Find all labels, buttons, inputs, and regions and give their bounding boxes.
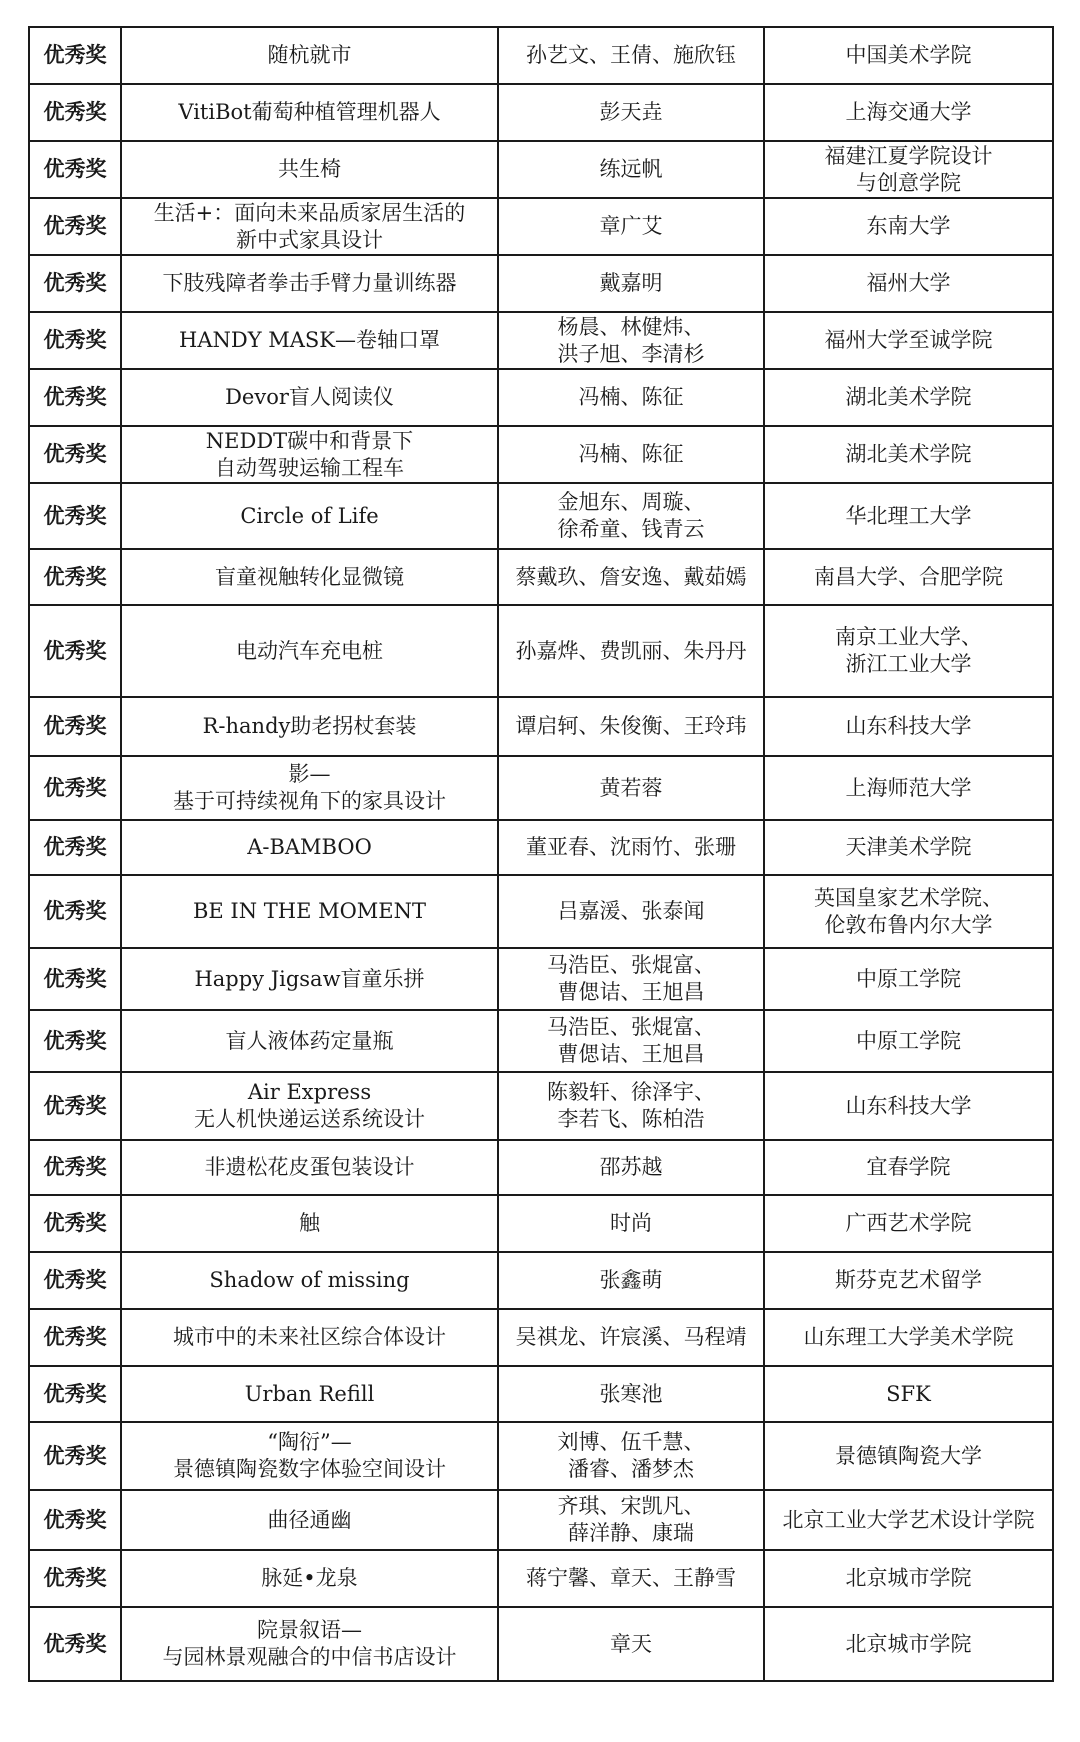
table-row	[29, 1550, 1053, 1607]
authors-cell: 蔡戴玖、詹安逸、戴茹嫣	[498, 549, 764, 605]
authors-cell: 张鑫萌	[498, 1252, 764, 1309]
project-title-cell: 下肢残障者拳击手臂力量训练器	[121, 255, 498, 312]
table-row	[29, 1490, 1053, 1550]
project-title-cell: R-handy助老拐杖套装	[121, 697, 498, 756]
award-cell: 优秀奖	[29, 483, 121, 549]
authors-cell: 冯楠、陈征	[498, 426, 764, 483]
table-row	[29, 948, 1053, 1010]
authors-cell: 董亚春、沈雨竹、张珊	[498, 820, 764, 875]
school-cell: 中国美术学院	[764, 27, 1053, 84]
award-cell: 优秀奖	[29, 1010, 121, 1072]
authors-cell: 孙嘉烨、费凯丽、朱丹丹	[498, 605, 764, 697]
project-title-cell: Devor盲人阅读仪	[121, 369, 498, 426]
table-row	[29, 483, 1053, 549]
authors-cell: 蒋宁馨、章天、王静雪	[498, 1550, 764, 1607]
table-row	[29, 697, 1053, 756]
table-row	[29, 549, 1053, 605]
award-cell: 优秀奖	[29, 1072, 121, 1140]
table-row	[29, 1309, 1053, 1366]
project-title-cell: Shadow of missing	[121, 1252, 498, 1309]
authors-cell: 杨晨、林健炜、 洪子旭、李清杉	[498, 312, 764, 369]
table-row	[29, 605, 1053, 697]
authors-cell: 金旭东、周璇、 徐希童、钱青云	[498, 483, 764, 549]
school-cell: 上海交通大学	[764, 84, 1053, 141]
school-cell: 东南大学	[764, 198, 1053, 255]
project-title-cell: 电动汽车充电桩	[121, 605, 498, 697]
table-row	[29, 875, 1053, 948]
project-title-cell: A-BAMBOO	[121, 820, 498, 875]
school-cell: 中原工学院	[764, 1010, 1053, 1072]
school-cell: 湖北美术学院	[764, 369, 1053, 426]
school-cell: 福建江夏学院设计 与创意学院	[764, 141, 1053, 198]
award-cell: 优秀奖	[29, 1366, 121, 1422]
table-row	[29, 426, 1053, 483]
project-title-cell: BE IN THE MOMENT	[121, 875, 498, 948]
award-cell: 优秀奖	[29, 948, 121, 1010]
award-cell: 优秀奖	[29, 697, 121, 756]
authors-cell: 马浩臣、张焜富、 曹偲诘、王旭昌	[498, 1010, 764, 1072]
project-title-cell: Urban Refill	[121, 1366, 498, 1422]
authors-cell: 冯楠、陈征	[498, 369, 764, 426]
award-cell: 优秀奖	[29, 27, 121, 84]
project-title-cell: NEDDT碳中和背景下 自动驾驶运输工程车	[121, 426, 498, 483]
school-cell: 斯芬克艺术留学	[764, 1252, 1053, 1309]
authors-cell: 黄若蓉	[498, 756, 764, 820]
award-cell: 优秀奖	[29, 369, 121, 426]
school-cell: 英国皇家艺术学院、 伦敦布鲁内尔大学	[764, 875, 1053, 948]
project-title-cell: Happy Jigsaw盲童乐拼	[121, 948, 498, 1010]
school-cell: 北京城市学院	[764, 1607, 1053, 1681]
award-cell: 优秀奖	[29, 1140, 121, 1195]
table-row	[29, 369, 1053, 426]
table-row	[29, 141, 1053, 198]
table-row	[29, 255, 1053, 312]
school-cell: 南昌大学、合肥学院	[764, 549, 1053, 605]
project-title-cell: “陶衍”— 景德镇陶瓷数字体验空间设计	[121, 1422, 498, 1490]
authors-cell: 谭启轲、朱俊衡、王玲玮	[498, 697, 764, 756]
award-cell: 优秀奖	[29, 426, 121, 483]
school-cell: 南京工业大学、 浙江工业大学	[764, 605, 1053, 697]
authors-cell: 张寒池	[498, 1366, 764, 1422]
school-cell: 北京工业大学艺术设计学院	[764, 1490, 1053, 1550]
project-title-cell: 盲人液体药定量瓶	[121, 1010, 498, 1072]
school-cell: 中原工学院	[764, 948, 1053, 1010]
table-row	[29, 84, 1053, 141]
project-title-cell: Circle of Life	[121, 483, 498, 549]
table-row	[29, 1252, 1053, 1309]
award-cell: 优秀奖	[29, 1252, 121, 1309]
school-cell: SFK	[764, 1366, 1053, 1422]
award-cell: 优秀奖	[29, 605, 121, 697]
school-cell: 天津美术学院	[764, 820, 1053, 875]
authors-cell: 吴祺龙、许宸溪、马程靖	[498, 1309, 764, 1366]
school-cell: 景德镇陶瓷大学	[764, 1422, 1053, 1490]
project-title-cell: 影— 基于可持续视角下的家具设计	[121, 756, 498, 820]
table-row	[29, 1195, 1053, 1252]
authors-cell: 陈毅轩、徐泽宇、 李若飞、陈柏浩	[498, 1072, 764, 1140]
school-cell: 宜春学院	[764, 1140, 1053, 1195]
school-cell: 广西艺术学院	[764, 1195, 1053, 1252]
award-cell: 优秀奖	[29, 820, 121, 875]
award-cell: 优秀奖	[29, 312, 121, 369]
award-cell: 优秀奖	[29, 1607, 121, 1681]
authors-cell: 齐琪、宋凯凡、 薛洋静、康瑞	[498, 1490, 764, 1550]
award-cell: 优秀奖	[29, 1550, 121, 1607]
project-title-cell: 非遗松花皮蛋包装设计	[121, 1140, 498, 1195]
award-cell: 优秀奖	[29, 255, 121, 312]
project-title-cell: VitiBot葡萄种植管理机器人	[121, 84, 498, 141]
school-cell: 山东理工大学美术学院	[764, 1309, 1053, 1366]
authors-cell: 彭天垚	[498, 84, 764, 141]
school-cell: 山东科技大学	[764, 697, 1053, 756]
award-cell: 优秀奖	[29, 198, 121, 255]
award-cell: 优秀奖	[29, 1195, 121, 1252]
school-cell: 湖北美术学院	[764, 426, 1053, 483]
authors-cell: 孙艺文、王倩、施欣钰	[498, 27, 764, 84]
project-title-cell: 共生椅	[121, 141, 498, 198]
table-row	[29, 1072, 1053, 1140]
school-cell: 福州大学至诚学院	[764, 312, 1053, 369]
project-title-cell: Air Express 无人机快递运送系统设计	[121, 1072, 498, 1140]
award-cell: 优秀奖	[29, 1422, 121, 1490]
award-cell: 优秀奖	[29, 84, 121, 141]
project-title-cell: 盲童视触转化显微镜	[121, 549, 498, 605]
table-row	[29, 1422, 1053, 1490]
awards-table	[28, 26, 1054, 1682]
school-cell: 华北理工大学	[764, 483, 1053, 549]
award-cell: 优秀奖	[29, 141, 121, 198]
authors-cell: 练远帆	[498, 141, 764, 198]
award-cell: 优秀奖	[29, 1490, 121, 1550]
awards-table-body	[29, 27, 1053, 1681]
school-cell: 山东科技大学	[764, 1072, 1053, 1140]
project-title-cell: 随杭就市	[121, 27, 498, 84]
project-title-cell: HANDY MASK—卷轴口罩	[121, 312, 498, 369]
table-row	[29, 312, 1053, 369]
school-cell: 上海师范大学	[764, 756, 1053, 820]
table-row	[29, 1607, 1053, 1681]
authors-cell: 章天	[498, 1607, 764, 1681]
school-cell: 北京城市学院	[764, 1550, 1053, 1607]
authors-cell: 刘博、伍千慧、 潘睿、潘梦杰	[498, 1422, 764, 1490]
authors-cell: 戴嘉明	[498, 255, 764, 312]
table-row	[29, 1010, 1053, 1072]
award-cell: 优秀奖	[29, 1309, 121, 1366]
authors-cell: 马浩臣、张焜富、 曹偲诘、王旭昌	[498, 948, 764, 1010]
award-cell: 优秀奖	[29, 549, 121, 605]
authors-cell: 吕嘉湲、张泰闻	[498, 875, 764, 948]
table-row	[29, 27, 1053, 84]
award-cell: 优秀奖	[29, 875, 121, 948]
table-row	[29, 1366, 1053, 1422]
project-title-cell: 生活+：面向未来品质家居生活的 新中式家具设计	[121, 198, 498, 255]
project-title-cell: 院景叙语— 与园林景观融合的中信书店设计	[121, 1607, 498, 1681]
authors-cell: 时尚	[498, 1195, 764, 1252]
award-cell: 优秀奖	[29, 756, 121, 820]
table-row	[29, 198, 1053, 255]
project-title-cell: 触	[121, 1195, 498, 1252]
authors-cell: 章广艾	[498, 198, 764, 255]
table-row	[29, 820, 1053, 875]
project-title-cell: 城市中的未来社区综合体设计	[121, 1309, 498, 1366]
school-cell: 福州大学	[764, 255, 1053, 312]
project-title-cell: 脉延•龙泉	[121, 1550, 498, 1607]
table-row	[29, 756, 1053, 820]
authors-cell: 邵苏越	[498, 1140, 764, 1195]
project-title-cell: 曲径通幽	[121, 1490, 498, 1550]
table-row	[29, 1140, 1053, 1195]
